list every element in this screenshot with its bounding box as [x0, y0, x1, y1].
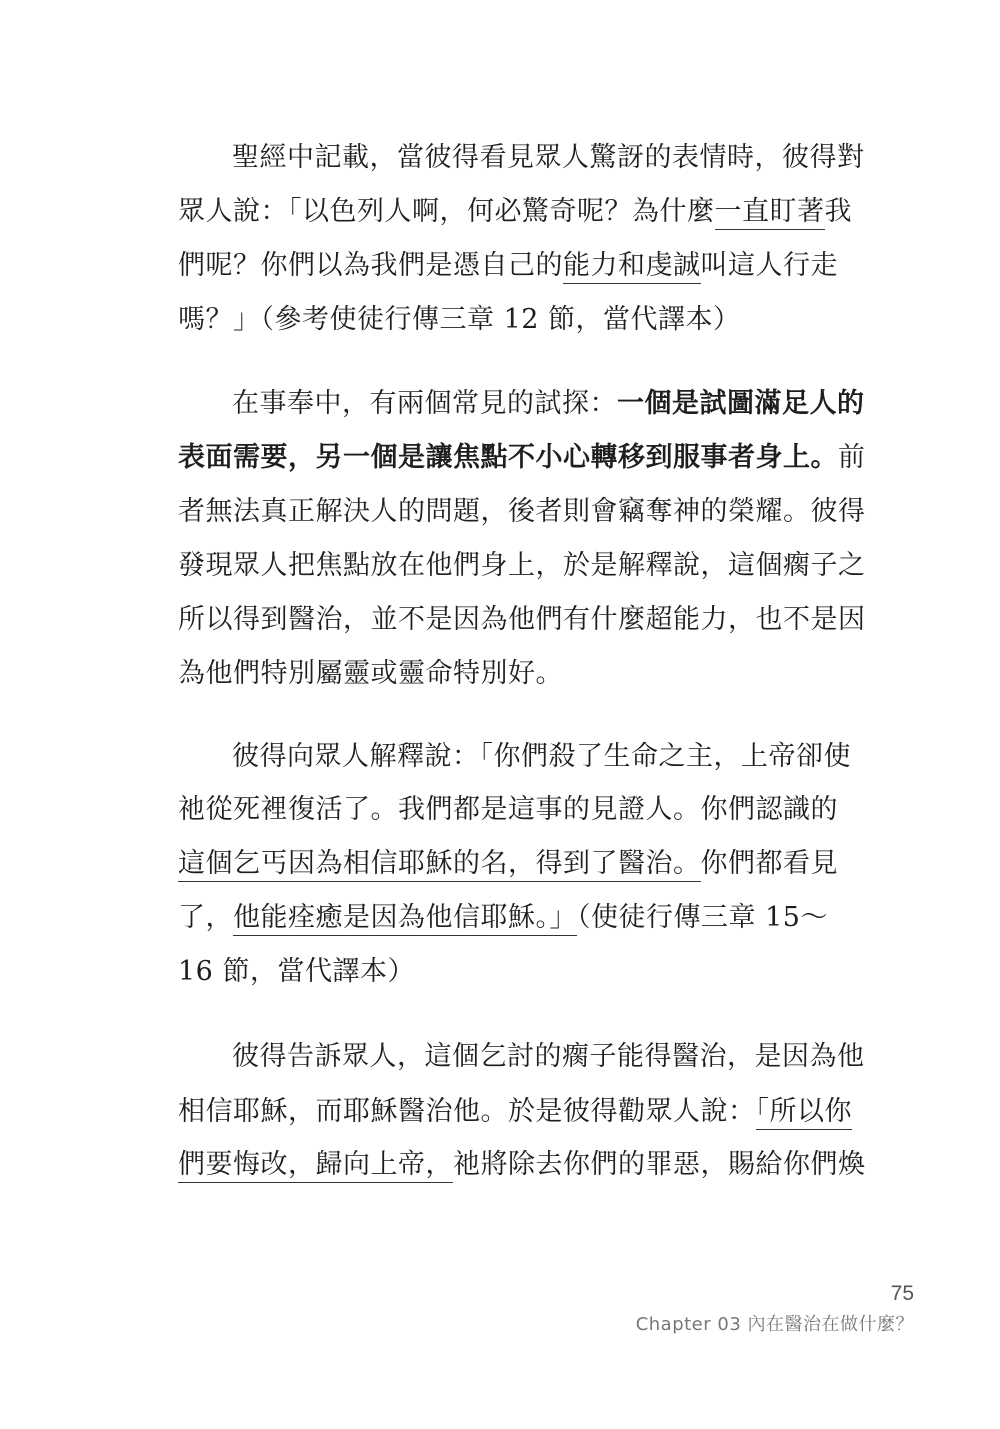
text-span: 嗎？」（參考使徒行傳三章 12 節，當代譯本） — [178, 304, 741, 335]
text-line — [178, 891, 868, 945]
quote-text: 「你們殺了生命之主，上帝卻使 — [479, 741, 851, 772]
text-line — [178, 539, 868, 593]
underlined-text: 能力和虔誠 — [563, 250, 701, 284]
text-span: 所以得到醫治，並不是因為他們有什麼超能力，也不是因 — [178, 604, 866, 635]
text-line — [178, 783, 868, 837]
text-line — [178, 377, 868, 431]
citation-text: 16 節，當代譯本） — [178, 956, 415, 987]
text-line — [178, 239, 868, 293]
text-line — [178, 593, 868, 647]
text-span: 相信耶穌，而耶穌醫治他。於是彼得勸眾人說： — [178, 1096, 756, 1127]
text-line — [178, 1138, 868, 1192]
text-line — [178, 945, 868, 999]
underlined-text: 們要悔改，歸向上帝， — [178, 1149, 453, 1183]
text-line — [178, 1030, 868, 1084]
underlined-text: 他能痊癒是因為他信耶穌。」 — [233, 902, 577, 936]
text-line — [178, 1084, 868, 1138]
text-line — [178, 647, 868, 701]
text-span: 者無法真正解決人的問題，後者則會竊奪神的榮耀。彼得 — [178, 496, 866, 527]
text-span: 聖經中記載，當彼得看見眾人驚訝的表情時，彼得對 — [232, 142, 865, 173]
quote-text: 你們都看見 — [700, 848, 838, 879]
page-number: 75 — [890, 1282, 914, 1305]
text-span: 彼得向眾人解釋說： — [232, 741, 480, 772]
text-span: 發現眾人把焦點放在他們身上，於是解釋說，這個瘸子之 — [178, 550, 866, 581]
bold-text: 一個是試圖滿足人的 — [617, 388, 865, 419]
text-span: 我 — [824, 196, 852, 227]
quote-text: 了， — [178, 902, 233, 933]
underlined-text: 「所以你 — [756, 1096, 853, 1130]
text-span: 前 — [838, 442, 866, 473]
text-span: 為他們特別屬靈或靈命特別好。 — [178, 658, 563, 689]
paragraph-2 — [178, 377, 868, 701]
bold-text: 表面需要，另一個是讓焦點不小心轉移到服事者身上。 — [178, 442, 838, 473]
text-span: 彼得告訴眾人，這個乞討的瘸子能得醫治，是因為他 — [232, 1041, 865, 1072]
text-line — [178, 185, 868, 239]
text-span: 叫這人行走 — [700, 250, 838, 281]
text-line — [178, 837, 868, 891]
citation-text: （使徒行傳三章 15～ — [577, 902, 828, 933]
text-line — [178, 729, 868, 783]
text-span: 們呢？你們以為我們是憑自己的 — [178, 250, 563, 281]
underlined-text: 一直盯著 — [715, 196, 825, 230]
quote-text: 祂從死裡復活了。我們都是這事的見證人。你們認識的 — [178, 794, 838, 825]
underlined-text: 這個乞丐因為相信耶穌的名，得到了醫治。 — [178, 848, 701, 882]
text-line — [178, 293, 868, 347]
paragraph-4 — [178, 1030, 868, 1192]
text-line — [178, 485, 868, 539]
text-span: 眾人說：「以色列人啊，何必驚奇呢？為什麼 — [178, 196, 715, 227]
paragraph-3 — [178, 729, 868, 999]
text-span: 在事奉中，有兩個常見的試探： — [232, 388, 617, 419]
running-head: Chapter 03 內在醫治在做什麼？ — [635, 1314, 914, 1335]
paragraph-1 — [178, 131, 868, 347]
text-line — [178, 131, 868, 185]
quote-text: 祂將除去你們的罪惡，賜給你們煥 — [453, 1149, 866, 1180]
text-line — [178, 431, 868, 485]
